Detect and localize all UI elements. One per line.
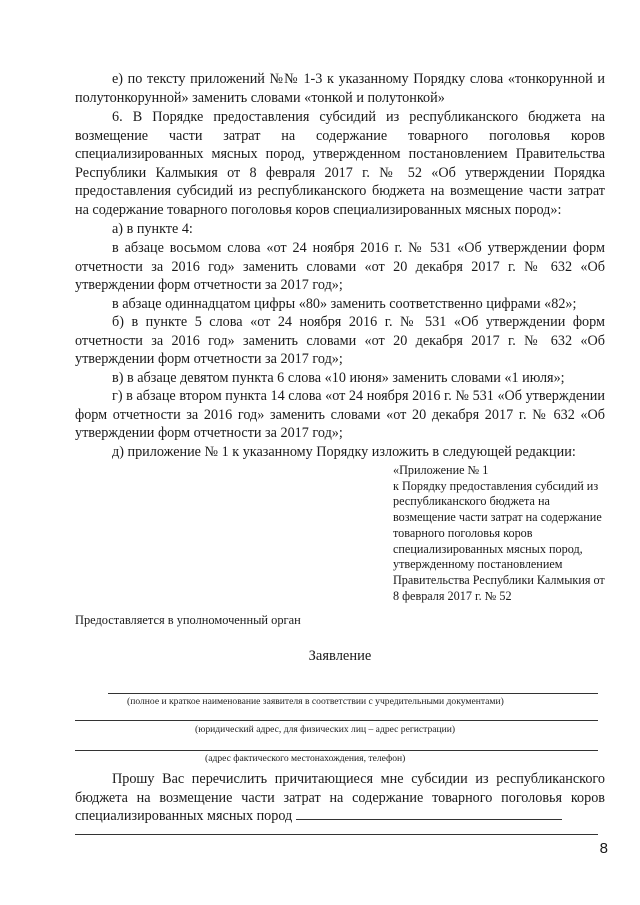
paragraph-a-2: в абзаце одиннадцатом цифры «80» заменить соответственно цифрами «82»; xyxy=(112,296,577,312)
paragraph-6: 6. В Порядке предоставления субсидий из республиканского бюджета на возмещение части затрат на содержание товарного поголовья коров специализированных мясных пород, утвержденном постановлением Правительства Республики Калмыкия от 8 февраля 2017 г. № 52 «Об утверждении Порядка предоставления субсидий из республиканского бюджета на возмещение части затрат на содержание товарного поголовья коров специализированных мясных пород»: xyxy=(75,109,605,218)
paragraph-e: е) по тексту приложений №№ 1-3 к указанному Порядку слова «тонкорунной и полутонкорунной» заменить словами «тонкой и полутонкой» xyxy=(75,71,605,106)
paragraph-g: г) в абзаце втором пункта 14 слова «от 24 ноября 2016 г. № 531 «Об утверждении форм отчетности за 2016 год» заменить словами «от 20 декабря 2017 г. № 632 «Об утверждении форм отчетности за 2017 год»; xyxy=(75,388,605,442)
appendix-line-2: к Порядку предоставления субсидий из республиканского бюджета на возмещение части затрат на содержание товарного поголовья коров специализированных мясных пород, утвержденному постановлением Правительства Республики Калмыкия от 8 февраля 2017 г. № 52 xyxy=(393,478,605,603)
caption-applicant-name: (полное и краткое наименование заявителя в соответствии с учредительными документами) xyxy=(127,696,504,707)
paragraph-d: д) приложение № 1 к указанному Порядку изложить в следующей редакции: xyxy=(112,444,576,460)
caption-actual-address: (адрес фактического местонахождения, телефон) xyxy=(205,753,406,764)
legal-address-line xyxy=(75,720,598,721)
appendix-heading xyxy=(393,463,608,604)
form-title: Заявление xyxy=(308,648,372,664)
paragraph-a-1: в абзаце восьмом слова «от 24 ноября 2016 г. № 531 «Об утверждении форм отчетности за 2016 год» заменить словами «от 20 декабря 2017 г. № 632 «Об утверждении форм отчетности за 2017 год»; xyxy=(75,240,605,294)
request-fill-line xyxy=(296,807,562,820)
provided-to-authority: Предоставляется в уполномоченный орган xyxy=(75,613,301,627)
caption-legal-address: (юридический адрес, для физических лиц – адрес регистрации) xyxy=(195,724,456,735)
appendix-line-1: «Приложение № 1 xyxy=(393,463,489,477)
paragraph-a: а) в пункте 4: xyxy=(112,221,193,237)
applicant-name-line xyxy=(108,693,598,694)
request-text: Прошу Вас перечислить причитающиеся мне субсидии из республиканского бюджета на возмещение части затрат на содержание товарного поголовья коров специализированных мясных пород xyxy=(75,771,605,825)
paragraph-b: б) в пункте 5 слова «от 24 ноября 2016 г. № 531 «Об утверждении форм отчетности за 2016 год» заменить словами «от 20 декабря 2017 г. № 632 «Об утверждении форм отчетности за 2017 год»; xyxy=(75,314,605,368)
actual-address-line xyxy=(75,750,598,751)
paragraph-v: в) в абзаце девятом пункта 6 слова «10 июня» заменить словами «1 июля»; xyxy=(112,370,565,386)
page-number: 8 xyxy=(599,840,608,857)
request-continuation-line xyxy=(75,834,598,835)
request-paragraph xyxy=(75,770,605,826)
